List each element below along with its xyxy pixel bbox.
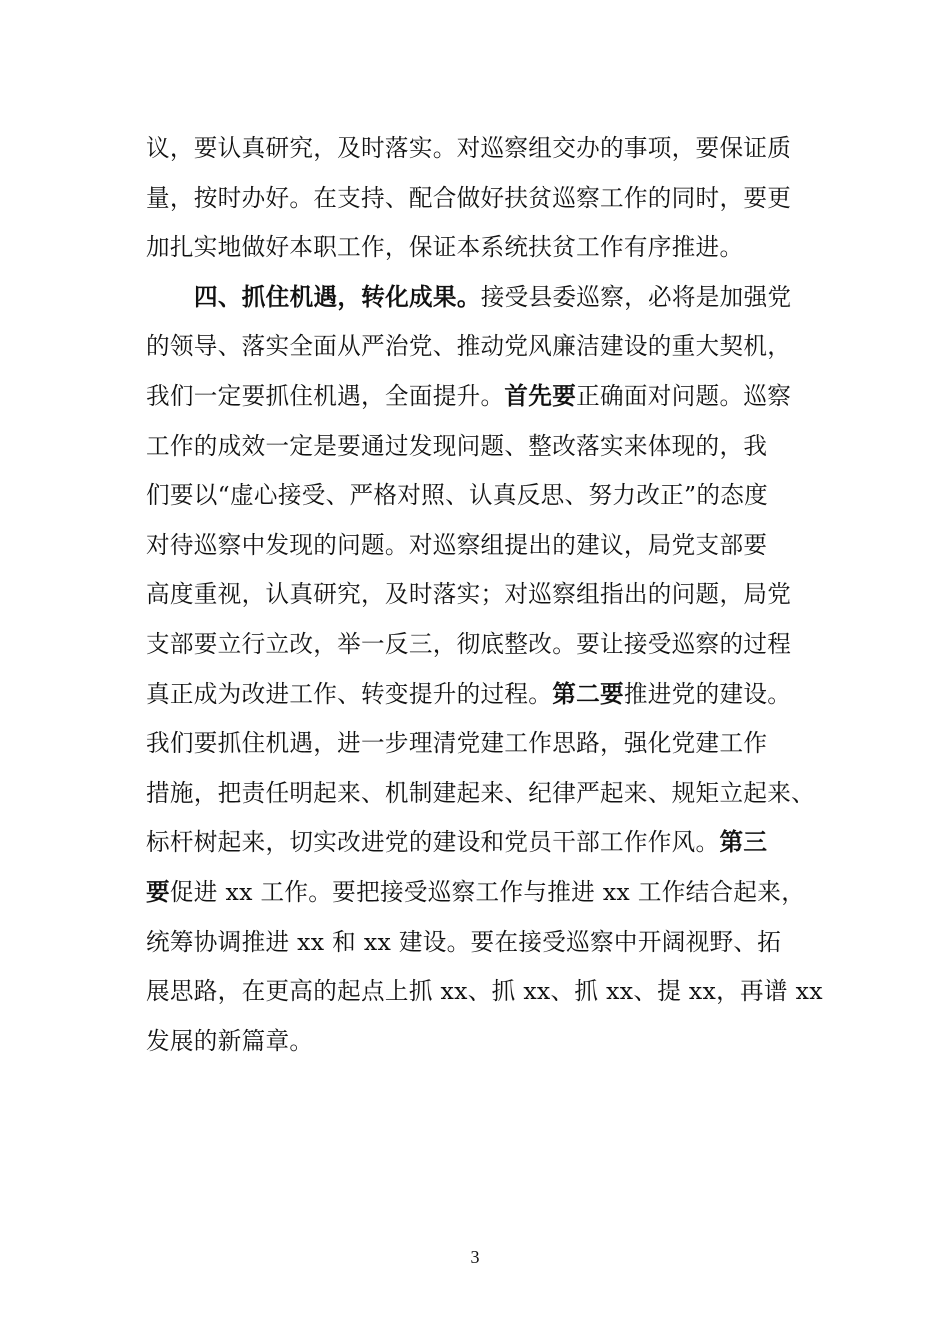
paragraph1-line: 量，按时办好。在支持、配合做好扶贫巡察工作的同时，要更 bbox=[146, 183, 792, 212]
emphasis-first: 首先要 bbox=[504, 381, 577, 410]
emphasis-third: 第三 bbox=[719, 828, 768, 857]
paragraph2-line: 支部要立行立改，举一反三，彻底整改。要让接受巡察的过程 bbox=[146, 629, 792, 658]
paragraph2-line: 我们要抓住机遇，进一步理清党建工作思路，强化党建工作 bbox=[146, 729, 768, 758]
text-run: 我们一定要抓住机遇，全面提升。 bbox=[146, 381, 505, 410]
paragraph2-line: 展思路，在更高的起点上抓 xx、抓 xx、抓 xx、提 xx，再谱 xx bbox=[146, 977, 823, 1006]
paragraph1-line: 加扎实地做好本职工作，保证本系统扶贫工作有序推进。 bbox=[146, 233, 744, 262]
paragraph2-line: 工作的成效一定是要通过发现问题、整改落实来体现的，我 bbox=[146, 431, 768, 460]
paragraph2-line: 措施，把责任明起来、机制建起来、纪律严起来、规矩立起来、 bbox=[146, 778, 816, 807]
page-number: 3 bbox=[470, 1247, 480, 1267]
paragraph2-line: 对待巡察中发现的问题。对巡察组提出的建议，局党支部要 bbox=[146, 530, 768, 559]
emphasis-second: 第二要 bbox=[552, 679, 624, 708]
text-run: 真正成为改进工作、转变提升的过程。 bbox=[146, 679, 553, 708]
text-run: 标杆树起来，切实改进党的建设和党员干部工作作风。 bbox=[146, 828, 720, 857]
paragraph2-line bbox=[146, 273, 810, 323]
paragraph1-line: 议，要认真研究，及时落实。对巡察组交办的事项，要保证质 bbox=[146, 134, 792, 162]
paragraph2-line: 高度重视，认真研究，及时落实；对巡察组指出的问题，局党 bbox=[146, 580, 792, 609]
paragraph2-line: 们要以“虚心接受、严格对照、认真反思、努力改正”的态度 bbox=[146, 481, 769, 510]
paragraph2-line bbox=[146, 868, 810, 918]
paragraph2-line: 统筹协调推进 xx 和 xx 建设。要在接受巡察中开阔视野、拓 bbox=[146, 927, 782, 956]
text-run: 推进党的建设。 bbox=[623, 679, 792, 708]
paragraph2-line bbox=[146, 670, 810, 720]
paragraph2-line: 的领导、落实全面从严治党、推动党风廉洁建设的重大契机， bbox=[146, 332, 792, 361]
body-text bbox=[146, 124, 823, 1066]
text-run: 正确面对问题。巡察 bbox=[576, 381, 792, 410]
emphasis-third-cont: 要 bbox=[146, 877, 170, 906]
paragraph2-line bbox=[146, 818, 810, 868]
text-run: 促进 xx 工作。要把接受巡察工作与推进 xx 工作结合起来， bbox=[169, 877, 806, 906]
paragraph2-line: 发展的新篇章。 bbox=[146, 1026, 314, 1055]
text-run: 接受县委巡察，必将是加强党 bbox=[480, 282, 792, 311]
paragraph2-line bbox=[146, 372, 810, 422]
section-heading: 四、抓住机遇，转化成果。 bbox=[194, 282, 481, 311]
